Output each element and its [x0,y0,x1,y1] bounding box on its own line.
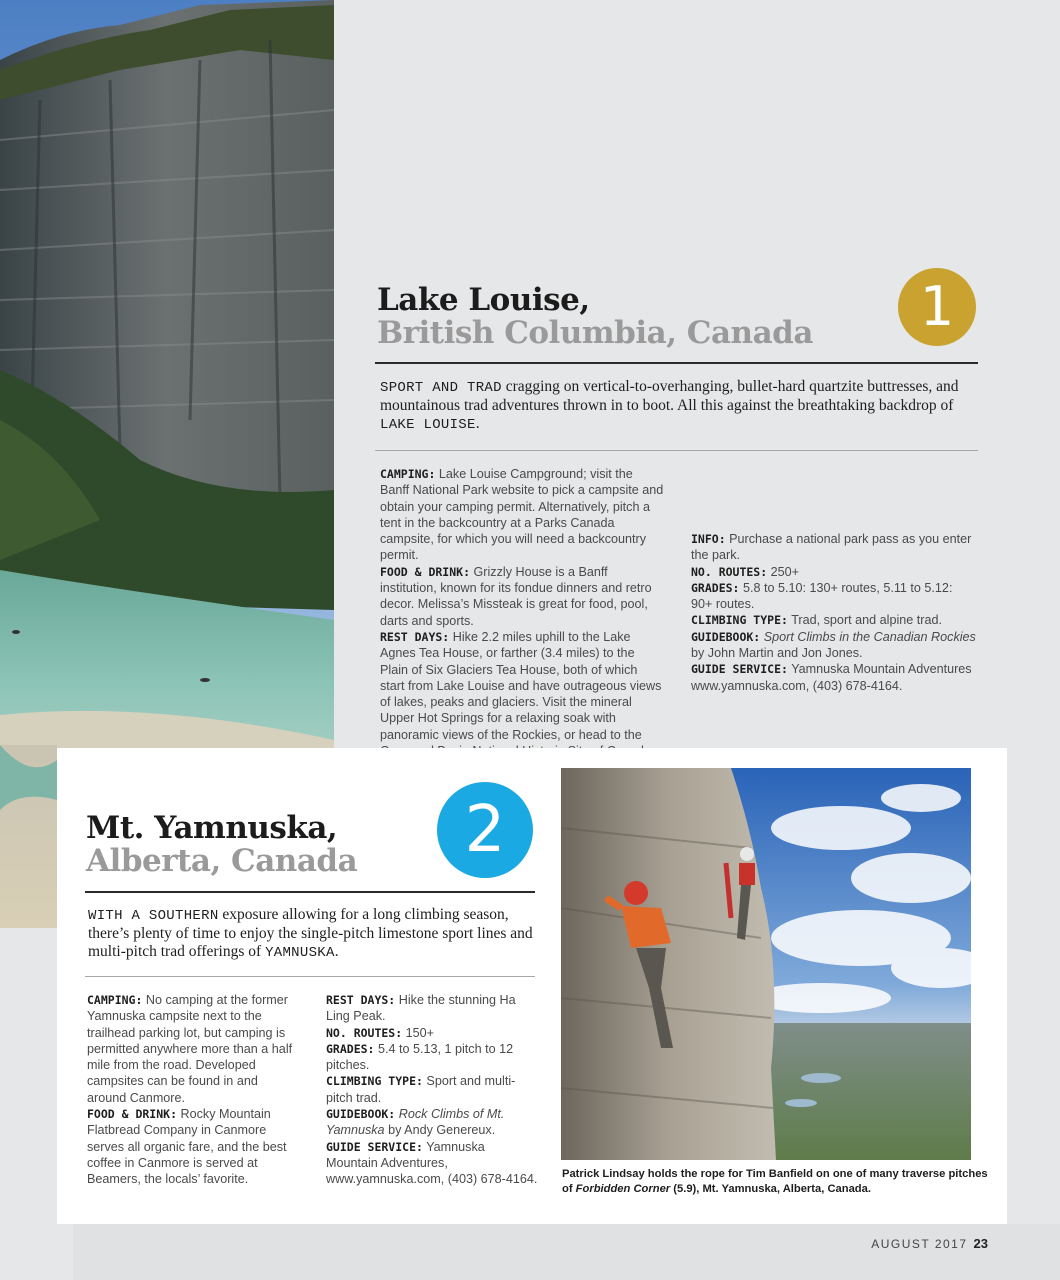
s2-camping-text: No camping at the former Yamnuska campsite next to the trailhead parking lot, but camping is permitted anywhere more than a half mile from the road. Developed campsites can be found in and around Canmore. [87,993,293,1105]
section1-subtitle: British Columbia, Canada [377,315,813,351]
rest-text: Hike 2.2 miles uphill to the Lake Agnes Tea House, or farther (3.4 miles) to the Plain of Six Glaciers Tea House, both of which start from Lake Louise and have outrageous views of lakes, peaks and glaciers. Visit the mineral Upper Hot Springs for a relaxing soak with panoramic views of the Rockies, or head to the [380,629,662,742]
guidebook-title: Sport Climbs in the Canadian Rockies [763,629,976,644]
s2-guidebook-by: by Andy Genereux. [384,1123,496,1138]
caption-text-a: Patrick Lindsay holds the rope for Tim Banfield on one of many traverse pitches of [562,1168,988,1195]
section1-intro-cap1: SPORT AND TRAD [380,380,502,396]
service-text: Yamnuska Mountain Adventures www.yamnuska.com, (403) 678-4164. [691,662,972,693]
s2-guidebook-label: GUIDEBOOK: [326,1107,396,1122]
caption-route-title: Forbidden Corner [575,1183,671,1195]
type-text: Trad, sport and alpine trad. [787,613,942,628]
section2-divider [85,976,535,977]
s2-rest-label: REST DAYS: [326,993,396,1007]
s2-routes-text: 150+ [402,1025,435,1040]
s2-type-text: Sport and multi-pitch trad. [326,1074,516,1105]
section2-rule [85,891,535,893]
section1-intro-cap2: LAKE LOUISE [380,417,476,433]
section1-divider [375,450,978,451]
rest-label: REST DAYS: [380,629,450,644]
footer-strip [73,1224,1060,1280]
section1-number-badge: 1 [898,268,976,346]
info-label: INFO: [691,532,726,546]
section1-col-right [691,466,976,694]
guidebook-label: GUIDEBOOK: [691,629,761,644]
s2-guidebook-title: Rock Climbs of Mt. Yamnuska [326,1107,505,1138]
section2-title: Mt. Yamnuska, [86,810,338,846]
info-text: Purchase a national park pass as you enter the park. [691,532,972,563]
section2-col-left [87,992,297,1188]
s2-service-text: Yamnuska Mountain Adventures, www.yamnuska.com, (403) 678-4164. [326,1139,538,1187]
s2-camping-label: CAMPING: [87,993,143,1007]
food-text: Grizzly House is a Banff institution, known for its fondue dinners and retro decor. Melissa’s Missteak is great for food, pool, darts and sports. [380,564,652,628]
s2-food-text: Rocky Mountain Flatbread Company in Canmore serves all organic fare, and the best coffee in Canmore is served at Beamers, the locals’ favorite. [87,1107,287,1187]
type-label: CLIMBING TYPE: [691,613,788,628]
section2-intro-text: exposure allowing for a long climbing season, there’s plenty of time to enjoy the single-pitch limestone sport lines and multi-pitch trad offerings of [88,906,533,960]
yamnuska-photo [561,768,971,1160]
s2-service-label: GUIDE SERVICE: [326,1139,423,1154]
section1-intro-text: cragging on vertical-to-overhanging, bullet-hard quartzite buttresses, and mountainous trad adventures thrown in to boot. All this against the breathtaking backdrop of [380,378,959,414]
section1-title: Lake Louise, [377,282,590,318]
s2-grades-text: 5.4 to 5.13, 1 pitch to 12 pitches. [326,1041,514,1073]
section2-number-badge: 2 [437,782,533,878]
food-label: FOOD & DRINK: [380,564,471,579]
grades-label: GRADES: [691,580,740,595]
footer-page-number: 23 [973,1236,988,1251]
grades-text: 5.8 to 5.10: 130+ routes, 5.11 to 5.12: 90+ routes. [691,580,953,612]
s2-rest-text: Hike the stunning Ha Ling Peak. [326,993,516,1024]
photo-caption [562,1167,992,1197]
camping-label: CAMPING: [380,467,436,481]
s2-grades-label: GRADES: [326,1041,375,1056]
routes-label: NO. ROUTES: [691,564,768,579]
section1-col-left [380,466,665,742]
caption-text-b: (5.9), Mt. Yamnuska, Alberta, Canada. [670,1183,871,1195]
section2-intro [88,906,534,962]
service-label: GUIDE SERVICE: [691,662,788,677]
section2-subtitle: Alberta, Canada [86,843,358,879]
section2-col-right [326,992,538,1188]
section2-intro-cap1: WITH A SOUTHERN [88,908,219,924]
page-footer [871,1236,988,1251]
section2-intro-cap2: YAMNUSKA [265,945,335,961]
section1-intro-end: . [475,415,480,432]
s2-routes-label: NO. ROUTES: [326,1025,403,1040]
routes-text: 250+ [767,564,800,579]
s2-type-label: CLIMBING TYPE: [326,1074,423,1089]
section2-intro-end: . [334,943,339,960]
footer-issue: AUGUST 2017 [871,1237,968,1251]
s2-food-label: FOOD & DRINK: [87,1107,178,1122]
camping-text: Lake Louise Campground; visit the Banff National Park website to pick a campsite and obtain your camping permit. Alternatively, pitch a tent in the backcountry at a Parks Canada campsite, for which you will need a backcountry permit. [380,467,664,563]
guidebook-by: by John Martin and Jon Jones. [691,646,863,661]
